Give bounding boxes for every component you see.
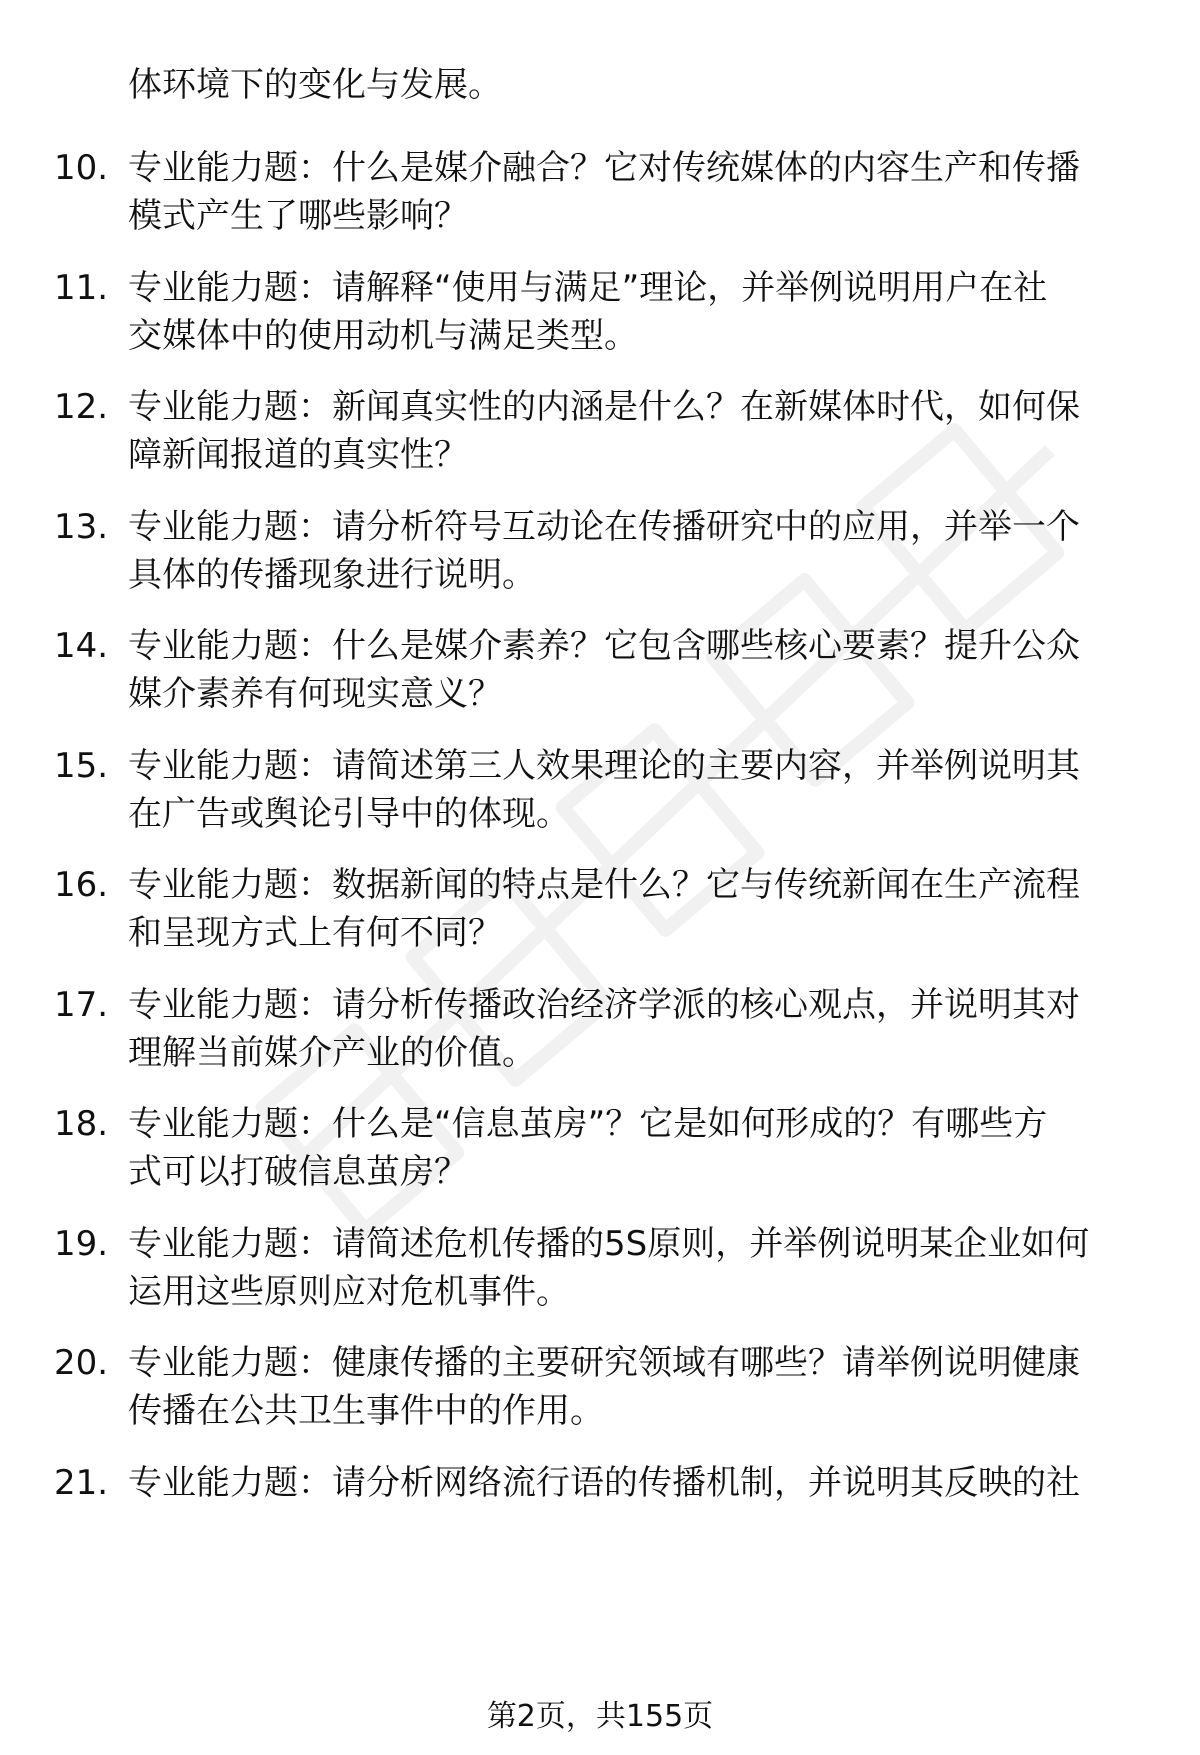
question-number: 20. [54, 1343, 109, 1383]
question-number: 19. [54, 1224, 109, 1264]
question-line-2: 媒介素养有何现实意义？ [128, 674, 502, 714]
question-line-1: 专业能力题：请解释“使用与满足”理论，并举例说明用户在社 [128, 268, 1048, 308]
question-number: 15. [54, 746, 109, 786]
question-line-2: 交媒体中的使用动机与满足类型。 [128, 316, 638, 356]
page-footer: 第2页，共155页 [486, 1699, 714, 1734]
question-line-2: 在广告或舆论引导中的体现。 [128, 794, 570, 834]
question-line-2: 传播在公共卫生事件中的作用。 [128, 1391, 604, 1431]
question-number: 10. [54, 148, 109, 188]
question-line-2: 模式产生了哪些影响？ [128, 196, 468, 236]
question-number: 21. [54, 1463, 109, 1503]
question-number: 14. [54, 626, 109, 666]
question-number: 18. [54, 1104, 109, 1144]
question-line-1: 专业能力题：请分析网络流行语的传播机制，并说明其反映的社 [128, 1463, 1080, 1503]
question-number: 17. [54, 985, 109, 1025]
question-line-2: 理解当前媒介产业的价值。 [128, 1033, 536, 1073]
question-line-1: 专业能力题：新闻真实性的内涵是什么？在新媒体时代，如何保 [128, 387, 1080, 427]
question-line-1: 专业能力题：请简述危机传播的5S原则，并举例说明某企业如何 [128, 1224, 1090, 1264]
question-line-2: 具体的传播现象进行说明。 [128, 555, 536, 595]
question-line-1: 专业能力题：请简述第三人效果理论的主要内容，并举例说明其 [128, 746, 1080, 786]
question-number: 13. [54, 507, 109, 547]
question-number: 12. [54, 387, 109, 427]
continuation-text: 体环境下的变化与发展。 [128, 65, 502, 105]
question-number: 11. [54, 268, 109, 308]
question-line-1: 专业能力题：健康传播的主要研究领域有哪些？请举例说明健康 [128, 1343, 1080, 1383]
question-line-1: 专业能力题：请分析符号互动论在传播研究中的应用，并举一个 [128, 507, 1080, 547]
question-line-2: 障新闻报道的真实性？ [128, 435, 468, 475]
question-line-2: 式可以打破信息茧房？ [128, 1152, 468, 1192]
question-number: 16. [54, 865, 109, 905]
question-line-2: 和呈现方式上有何不同？ [128, 913, 502, 953]
question-line-2: 运用这些原则应对危机事件。 [128, 1272, 570, 1312]
question-line-1: 专业能力题：什么是“信息茧房”？它是如何形成的？有哪些方 [128, 1104, 1048, 1144]
question-line-1: 专业能力题：什么是媒介融合？它对传统媒体的内容生产和传播 [128, 148, 1080, 188]
question-line-1: 专业能力题：请分析传播政治经济学派的核心观点，并说明其对 [128, 985, 1080, 1025]
question-line-1: 专业能力题：什么是媒介素养？它包含哪些核心要素？提升公众 [128, 626, 1080, 666]
question-line-1: 专业能力题：数据新闻的特点是什么？它与传统新闻在生产流程 [128, 865, 1080, 905]
